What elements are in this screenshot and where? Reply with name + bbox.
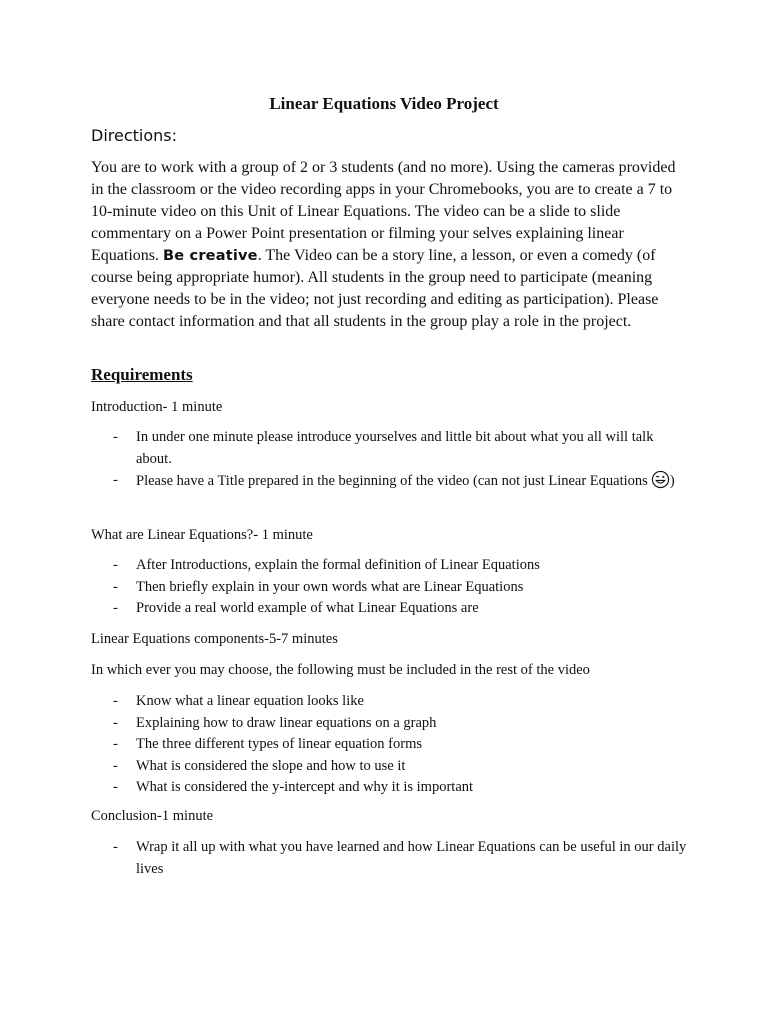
list-item-text: Provide a real world example of what Linear Equations are <box>136 600 479 616</box>
bullet-dash: - <box>113 693 118 709</box>
section-heading-what-are: What are Linear Equations?- 1 minute <box>91 527 313 543</box>
list-item <box>91 691 691 713</box>
bullet-dash: - <box>113 736 118 752</box>
list-item <box>91 756 691 778</box>
directions-text-part1: You are to work with a group of 2 or 3 students (and no more). Using the cameras provided in the classroom or the video recording apps in your Chromebooks, you are to create a 7 to 10-minute video on this Unit of Linear Equations. The video can be a slide to slide commentary on a Power Point presentation or filming your selves explaining linear Equations. <box>91 159 676 264</box>
list-item-text: What is considered the y-intercept and why it is important <box>136 779 474 795</box>
list-item <box>91 777 691 799</box>
list-item-text: After Introductions, explain the formal definition of Linear Equations <box>136 557 540 573</box>
list-item <box>91 734 691 756</box>
list-item-text: Know what a linear equation looks like <box>136 693 364 709</box>
list-item-text: Explaining how to draw linear equations on a graph <box>136 714 437 731</box>
list-item <box>91 470 691 497</box>
bullet-dash: - <box>113 429 118 445</box>
list-item <box>91 577 691 599</box>
bullet-dash: - <box>113 472 118 488</box>
introduction-list <box>91 427 691 497</box>
directions-text-part2: . The Video can be a story line, a lesson, or even a comedy (of course being appropriate humor). All students in the group need to participate (meaning everyone needs to be in the video; not just recording and editing as participation). Please share contact information and that all students in the group play a role in the project. <box>91 247 659 330</box>
smiley-closing-paren: ) <box>669 473 675 489</box>
list-item <box>91 598 691 620</box>
directions-paragraph <box>91 157 691 333</box>
bullet-dash: - <box>113 714 118 731</box>
components-list <box>91 691 691 799</box>
bullet-dash: - <box>113 839 118 855</box>
document-title: Linear Equations Video Project <box>269 94 499 113</box>
be-creative-emphasis: Be creative <box>163 248 258 264</box>
bullet-dash: - <box>113 757 118 774</box>
requirements-heading: Requirements <box>91 365 193 384</box>
bullet-dash: - <box>113 779 118 795</box>
section-subheading-components: In which ever you may choose, the following must be included in the rest of the video <box>91 662 590 678</box>
bullet-dash: - <box>113 578 118 595</box>
list-item <box>91 427 691 470</box>
what-are-list <box>91 555 691 620</box>
list-item-text: Please have a Title prepared in the beginning of the video (can not just Linear Equations <box>136 473 648 489</box>
list-item-text: Then briefly explain in your own words what are Linear Equations <box>136 578 524 595</box>
list-item <box>91 837 691 880</box>
list-item <box>91 555 691 577</box>
directions-label: Directions: <box>91 126 178 145</box>
list-item <box>91 713 691 735</box>
bullet-dash: - <box>113 600 118 616</box>
list-item-text: Wrap it all up with what you have learned and how Linear Equations can be useful in our daily lives <box>136 839 687 877</box>
list-item-text: The three different types of linear equation forms <box>136 736 422 752</box>
winking-smiley-icon <box>651 470 670 497</box>
list-item-text: In under one minute please introduce yourselves and little bit about what you all will talk about. <box>136 429 654 467</box>
section-heading-conclusion: Conclusion-1 minute <box>91 808 214 824</box>
section-heading-components: Linear Equations components-5-7 minutes <box>91 631 338 647</box>
section-heading-introduction: Introduction- 1 minute <box>91 399 223 415</box>
list-item-text: What is considered the slope and how to use it <box>136 757 406 774</box>
bullet-dash: - <box>113 557 118 573</box>
conclusion-list <box>91 837 691 880</box>
